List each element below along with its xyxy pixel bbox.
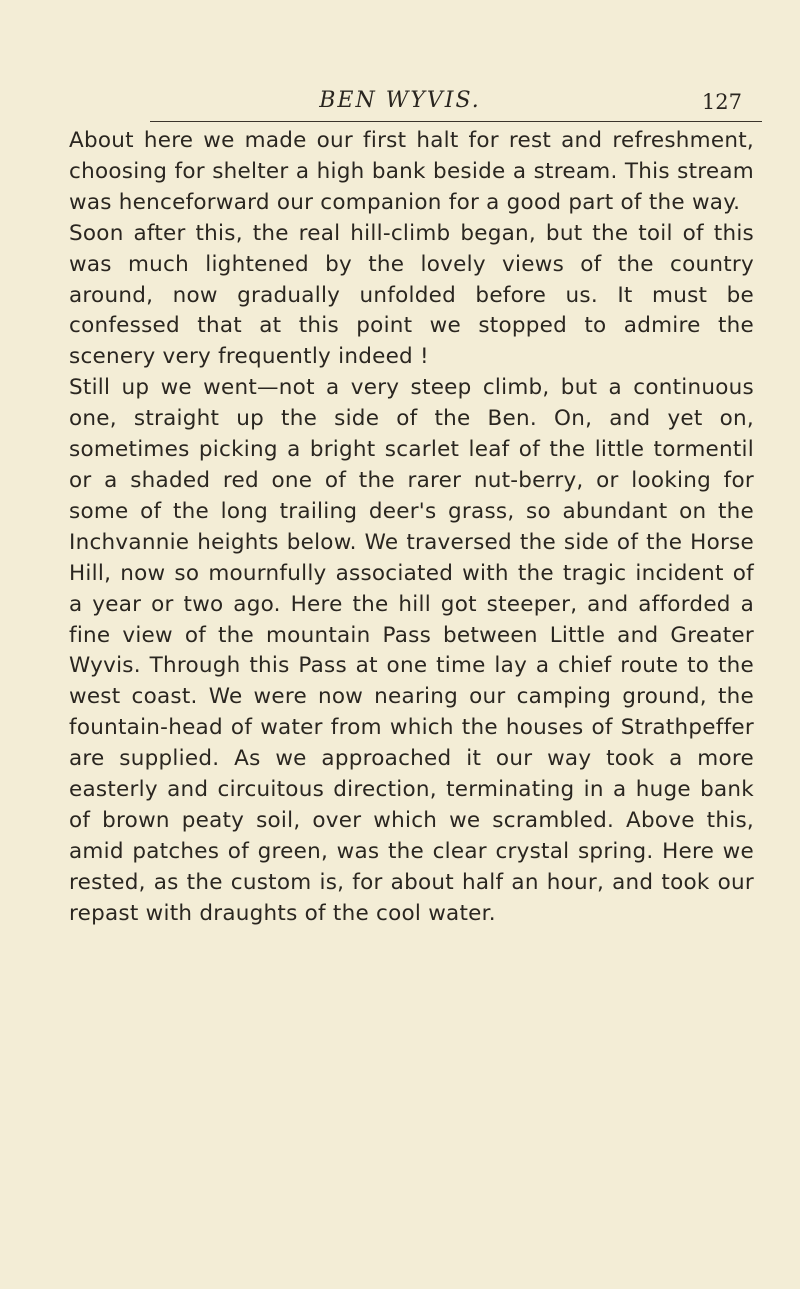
running-title: BEN WYVIS.: [319, 88, 481, 113]
running-head: [0, 88, 800, 128]
body-text: [69, 126, 754, 930]
page-number: 127: [701, 90, 742, 114]
paragraph-1: About here we made our first halt for rest and refreshment, choosing for shelter a high bank beside a stream. This stream was henceforward our companion for a good part of the way.: [69, 128, 754, 215]
paragraph-3: Still up we went—not a very steep climb, but a continuous one, straight up the side of the Ben. On, and yet on, sometimes picking a bright scarlet leaf of the little tormentil or a shaded red one of the rarer nut-berry, or looking for some of the long trailing deer's grass, so abundant on the Inchvannie heights below. We traversed the side of the Horse Hill, now so mournfully associated with the tragic incident of a year or two ago. Here the hill got steeper, and afforded a fine view of the mountain Pass between Little and Greater Wyvis. Through this Pass at one time lay a chief route to the west coast. We were now nearing our camping ground, the fountain-head of water from which the houses of Strathpeffer are supplied. As we approached it our way took a more easterly and circuitous direction, terminating in a huge bank of brown peaty soil, over which we scrambled. Above this, amid patches of green, was the clear crystal spring. Here we rested, as the custom is, for about half an hour, and took our repast with draughts of the cool water.: [69, 375, 754, 926]
header-rule: [150, 121, 762, 122]
paragraph-2: Soon after this, the real hill-climb began, but the toil of this was much lightened by the lovely views of the country around, now gradually unfolded before us. It must be confessed that at this point we stopped to admire the scenery very frequently indeed !: [69, 220, 754, 370]
